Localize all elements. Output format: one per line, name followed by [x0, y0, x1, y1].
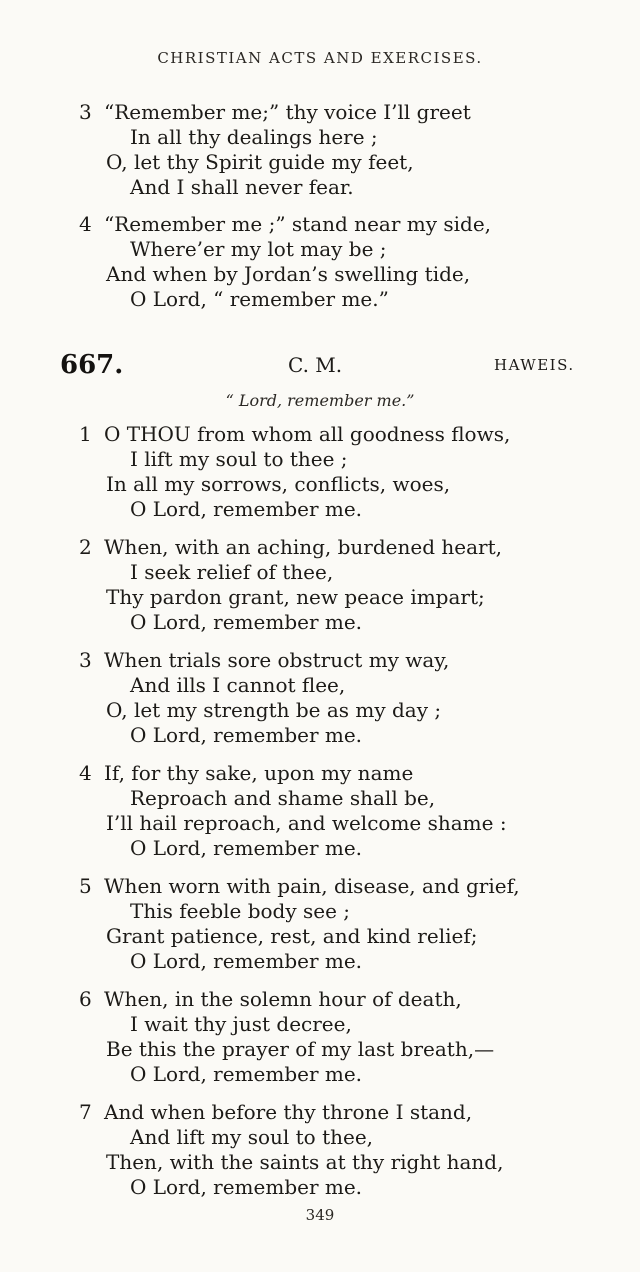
verse-line: And when before thy throne I stand,	[104, 1100, 473, 1124]
verse-line: And when by Jordan’s swelling tide,	[106, 262, 471, 286]
verse-line: I wait thy just decree,	[130, 1012, 352, 1036]
stanza-number: 4	[79, 761, 92, 785]
stanza-number: 3	[79, 648, 92, 672]
stanza-number: 5	[79, 874, 92, 898]
verse-line: O, let my strength be as my day ;	[106, 698, 442, 722]
stanza-number: 7	[79, 1100, 92, 1124]
verse-line: O THOU from whom all goodness flows,	[104, 422, 511, 446]
hymn-subtitle: “ Lord, remember me.”	[225, 391, 415, 410]
verse-line: O Lord, remember me.	[130, 949, 363, 973]
verse-line: Be this the prayer of my last breath,—	[106, 1037, 495, 1061]
page-number: 349	[305, 1206, 335, 1224]
verse-line: And I shall never fear.	[130, 175, 354, 199]
verse-line: And lift my soul to thee,	[130, 1125, 374, 1149]
verse-line: O Lord, “ remember me.”	[130, 287, 389, 311]
hymn-heading	[0, 350, 640, 380]
verse-line: When trials sore obstruct my way,	[104, 648, 450, 672]
verse-line: O Lord, remember me.	[130, 723, 363, 747]
verse-line: Then, with the saints at thy right hand,	[106, 1150, 504, 1174]
verse-line: I lift my soul to thee ;	[130, 447, 348, 471]
stanza-number: 6	[79, 987, 92, 1011]
verse-line: O Lord, remember me.	[130, 610, 363, 634]
verse-line: O Lord, remember me.	[130, 1062, 363, 1086]
verse-line: O Lord, remember me.	[130, 1175, 363, 1199]
verse-line: O, let thy Spirit guide my feet,	[106, 150, 414, 174]
verse-line: In all my sorrows, conflicts, woes,	[106, 472, 451, 496]
stanza-number: 1	[79, 422, 92, 446]
verse-line: When worn with pain, disease, and grief,	[104, 874, 520, 898]
verse-line: “Remember me ;” stand near my side,	[104, 212, 492, 236]
verse-line: Thy pardon grant, new peace impart;	[106, 585, 485, 609]
verse-line: Grant patience, rest, and kind relief;	[106, 924, 478, 948]
verse-line: When, with an aching, burdened heart,	[104, 535, 502, 559]
verse-line: Reproach and shame shall be,	[130, 786, 436, 810]
verse-line: O Lord, remember me.	[130, 497, 363, 521]
verse-line: If, for thy sake, upon my name	[104, 761, 414, 785]
verse-line: This feeble body see ;	[130, 899, 351, 923]
verse-line: I’ll hail reproach, and welcome shame :	[106, 811, 507, 835]
hymn-meter: C. M.	[288, 353, 343, 377]
verse-line: And ills I cannot flee,	[130, 673, 346, 697]
stanza-number: 2	[79, 535, 92, 559]
hymn-number: 667.	[60, 350, 124, 380]
verse-line: O Lord, remember me.	[130, 836, 363, 860]
running-header: CHRISTIAN ACTS AND EXERCISES.	[157, 49, 483, 67]
verse-line: I seek relief of thee,	[130, 560, 334, 584]
stanza-number: 3	[79, 100, 92, 124]
verse-line: When, in the solemn hour of death,	[104, 987, 462, 1011]
verse-line: In all thy dealings here ;	[130, 125, 378, 149]
hymn-author: HAWEIS.	[494, 356, 575, 374]
verse-line: Where’er my lot may be ;	[130, 237, 387, 261]
stanza-number: 4	[79, 212, 92, 236]
verse-line: “Remember me;” thy voice I’ll greet	[104, 100, 471, 124]
